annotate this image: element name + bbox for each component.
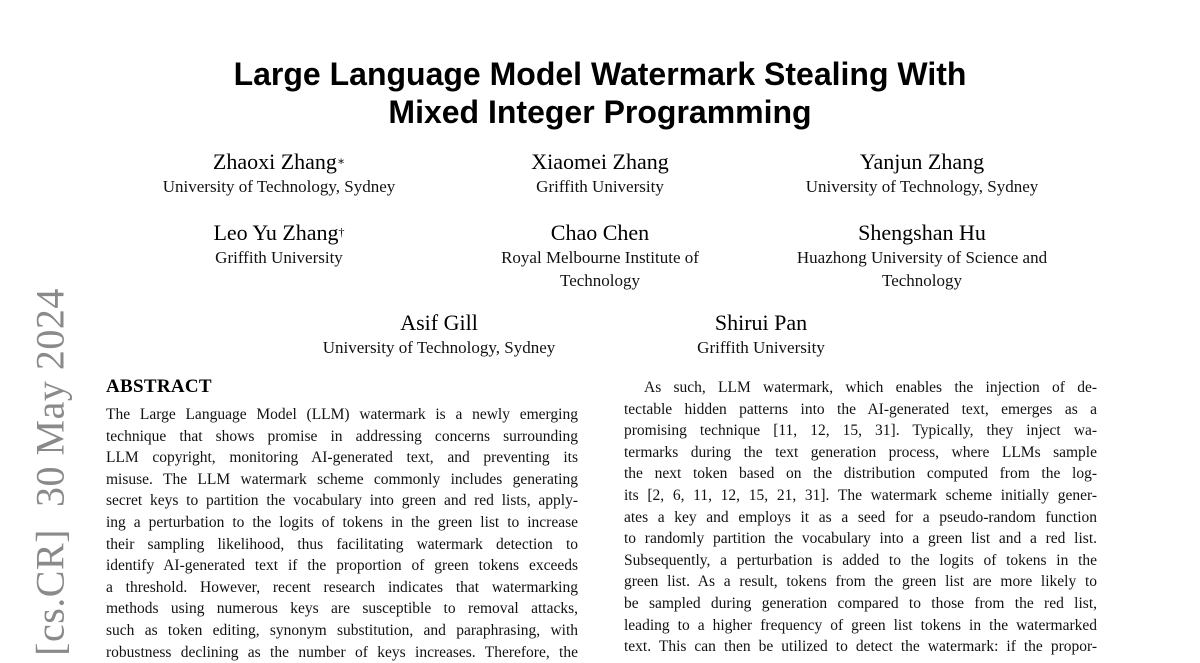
author-name: Asif Gill [400, 310, 478, 335]
author-block [323, 310, 556, 359]
text-line: methods using numerous keys are susceptible to removal attacks, [106, 600, 578, 618]
abstract-heading: ABSTRACT [106, 376, 212, 397]
author-name: Zhaoxi Zhang∗ [212, 149, 346, 174]
text-line: be sampled during generation compared to those from the red list, [624, 594, 1097, 612]
author-name: Chao Chen [550, 220, 650, 245]
author-block [213, 220, 344, 269]
text-line: As such, LLM watermark, which enables the injection of de- [644, 379, 1097, 396]
author-name: Shengshan Hu [858, 220, 986, 245]
author-footnote-mark: † [338, 225, 345, 239]
text-line: leading to a higher frequency of green list tokens in the watermarked [624, 616, 1097, 634]
title-line: Large Language Model Watermark Stealing With [233, 56, 967, 92]
author-block [797, 220, 1047, 292]
text-line: technique that shows promise in addressing concerns surrounding [106, 427, 578, 445]
text-line: Subsequently, a perturbation is added to the logits of tokens in the [624, 551, 1097, 569]
text-line: termarks during the text generation process, where LLMs sample [624, 443, 1097, 461]
paper-title [0, 55, 1200, 131]
text-line: the next token based on the distribution computed from the log- [624, 465, 1097, 483]
author-affiliation: University of Technology, Sydney [322, 338, 556, 357]
abstract-body [106, 404, 578, 663]
text-line: LLM copyright, monitoring AI-generated text, and preventing its [106, 449, 578, 467]
text-line: tectable hidden patterns into the AI-generated text, emerges as a [624, 400, 1097, 418]
author-affiliation: Huazhong University of Science and Technology [796, 248, 1048, 290]
author-affiliation: Royal Melbourne Institute of Technology [501, 248, 699, 290]
title-line: Mixed Integer Programming [388, 94, 812, 130]
author-name: Shirui Pan [714, 310, 808, 335]
text-line: to randomly partition the vocabulary into a green list and a red list. [624, 530, 1097, 548]
arxiv-category: [cs.CR] [27, 529, 73, 656]
text-line: its [2, 6, 11, 12, 15, 21, 31]. The watermark scheme initially gener- [624, 486, 1097, 504]
text-line: secret keys to partition the vocabulary into green and red lists, apply- [106, 492, 578, 510]
author-affiliation: Griffith University [536, 177, 664, 196]
text-line: text. This can then be utilized to detect the watermark: if the propor- [624, 638, 1097, 656]
text-line: identify AI-generated text if the proportion of green tokens exceeds [106, 557, 578, 575]
text-line: such as token editing, synonym substitution, and paraphrasing, with [106, 621, 578, 639]
text-line: green list. As a result, tokens from the green list are more likely to [624, 573, 1097, 591]
author-footnote-mark: ∗ [336, 154, 346, 168]
author-name: Xiaomei Zhang [531, 149, 669, 174]
author-affiliation: University of Technology, Sydney [805, 177, 1039, 196]
text-line: misuse. The LLM watermark scheme commonly includes generating [106, 470, 578, 488]
text-line: The Large Language Model (LLM) watermark is a newly emerging [106, 406, 578, 423]
author-block [501, 220, 699, 292]
author-block [531, 149, 668, 198]
text-line: a threshold. However, recent research indicates that watermarking [106, 578, 578, 596]
author-affiliation: University of Technology, Sydney [162, 177, 396, 196]
text-line: ates a key and employs it as a seed for a pseudo-random function [624, 508, 1097, 526]
introduction-body [624, 377, 1097, 658]
author-block [806, 149, 1039, 198]
author-name: Leo Yu Zhang† [213, 220, 345, 245]
author-block [163, 149, 396, 198]
text-line: promising technique [11, 12, 15, 31]. Typically, they inject wa- [624, 422, 1097, 440]
author-affiliation: Griffith University [697, 338, 825, 357]
author-affiliation: Griffith University [215, 248, 343, 267]
arxiv-identifier-stamp [27, 288, 74, 656]
text-line: their sampling likelihood, thus facilitating watermark detection to [106, 535, 578, 553]
author-block [697, 310, 825, 359]
text-line: robustness declining as the number of keys increases. Therefore, the [106, 643, 578, 661]
text-line: ing a perturbation to the logits of tokens in the green list to increase [106, 513, 578, 531]
arxiv-date: 30 May 2024 [27, 288, 73, 507]
author-name: Yanjun Zhang [859, 149, 985, 174]
